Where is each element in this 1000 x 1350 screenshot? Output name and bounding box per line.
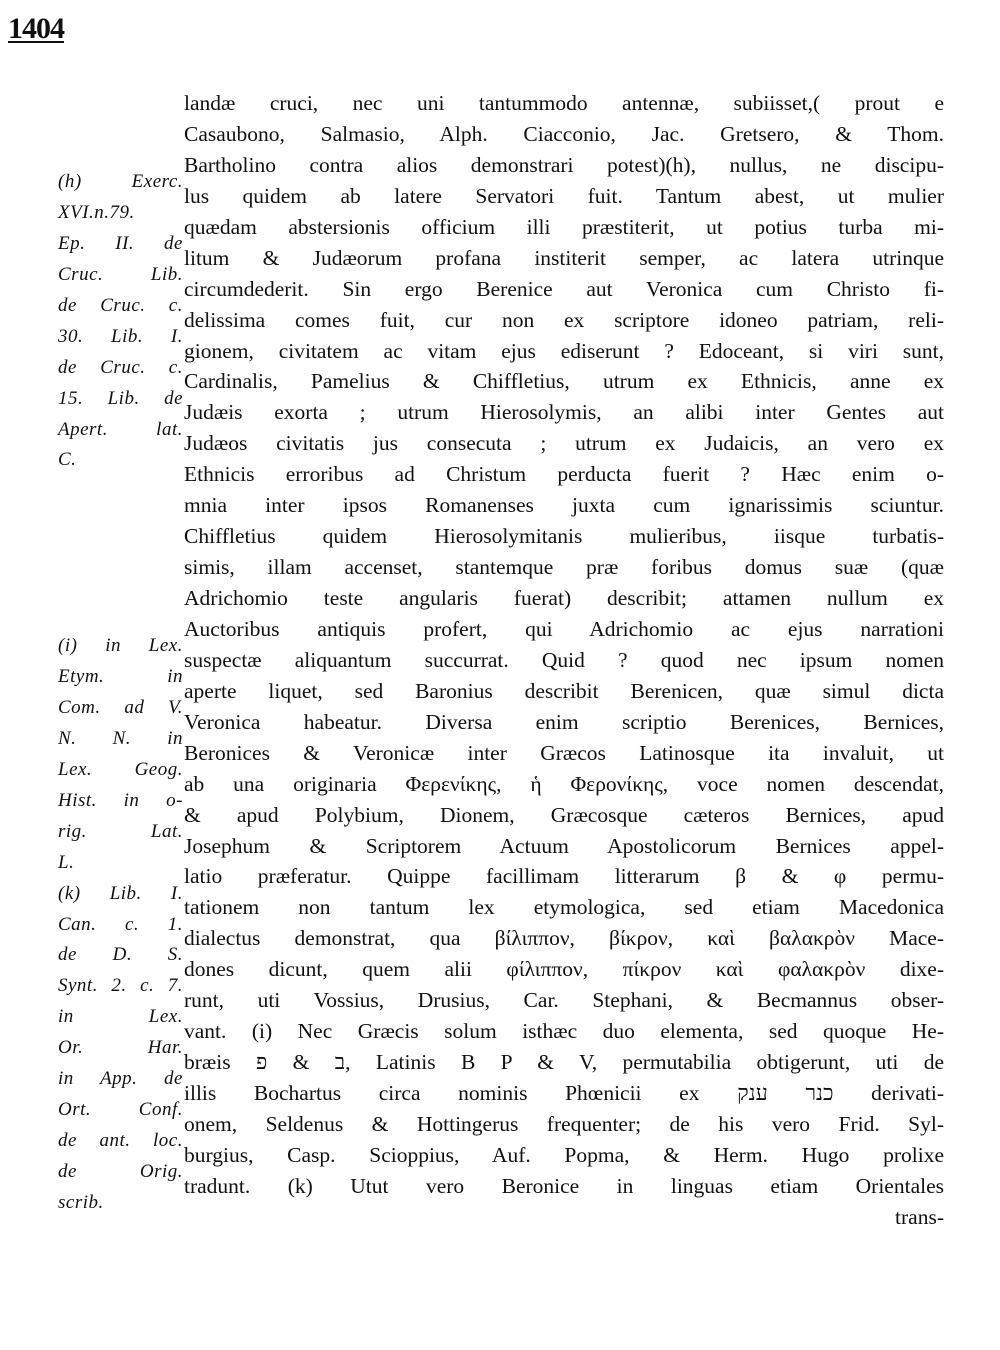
text-line: runt, uti Vossius, Drusius, Car. Stephani, & Becmannus obser- bbox=[184, 988, 944, 1013]
text-line: lus quidem ab latere Servatori fuit. Tantum abest, ut mulier bbox=[184, 183, 944, 208]
text-line: Auctoribus antiquis profert, qui Adrichomio ac ejus narrationi bbox=[184, 616, 944, 641]
text-line: Ethnicis erroribus ad Christum perducta fuerit ? Hæc enim o- bbox=[184, 462, 944, 487]
margin-note: (h) Exerc. bbox=[58, 171, 183, 192]
margin-note: de Orig. bbox=[58, 1161, 183, 1182]
margin-note: (k) Lib. I. bbox=[58, 882, 183, 904]
text-line: Judæis exorta ; utrum Hierosolymis, an alibi inter Gentes aut bbox=[184, 400, 944, 425]
margin-note: (i) in Lex. bbox=[58, 635, 183, 657]
margin-note: scrib. bbox=[58, 1191, 104, 1213]
margin-note: Synt. 2. c. 7. bbox=[58, 975, 183, 997]
text-line: Bartholino contra alios demonstrari potest)(h), nullus, ne discipu- bbox=[184, 152, 944, 177]
text-line: ab una originaria Φερενίκης, ἡ Φερονίκης, voce nomen descendat, bbox=[184, 771, 944, 796]
margin-note: 15. Lib. de bbox=[58, 387, 183, 409]
page-number: 1404 bbox=[8, 12, 64, 45]
margin-note: in App. de bbox=[58, 1068, 183, 1090]
text-line: gionem, civitatem ac vitam ejus ediserunt ? Edoceant, si viri sunt, bbox=[184, 338, 944, 363]
text-line: vant. (i) Nec Græcis solum isthæc duo elementa, sed quoque He- bbox=[184, 1019, 944, 1044]
margin-note: Ep. II. de bbox=[58, 232, 183, 254]
margin-note: de D. S. bbox=[58, 944, 183, 966]
margin-note: in Lex. bbox=[58, 1006, 183, 1028]
margin-note: Hist. in o- bbox=[58, 789, 183, 811]
text-line: aperte liquet, sed Baronius describit Berenicen, quæ simul dicta bbox=[184, 678, 944, 703]
margin-note: Can. c. 1. bbox=[58, 913, 183, 935]
text-line: litum & Judæorum profana institerit semper, ac latera utrinque bbox=[184, 245, 944, 270]
margin-notes bbox=[58, 167, 183, 1219]
margin-note: rig. Lat. bbox=[58, 820, 183, 842]
margin-note: 30. Lib. I. bbox=[58, 325, 183, 347]
margin-note: Com. ad V. bbox=[58, 696, 183, 718]
margin-note: L. bbox=[58, 851, 75, 873]
text-line: Cardinalis, Pamelius & Chiffletius, utrum ex Ethnicis, anne ex bbox=[184, 369, 944, 394]
margin-note: de Cruc. c. bbox=[58, 356, 183, 378]
text-line: illis Bochartus circa nominis Phœnicii ex כנר ענק derivati- bbox=[184, 1081, 945, 1105]
margin-note: Cruc. Lib. bbox=[58, 263, 183, 285]
margin-note: Etym. in bbox=[58, 666, 183, 687]
text-line: onem, Seldenus & Hottingerus frequenter; de his vero Frid. Syl- bbox=[184, 1111, 944, 1136]
text-line: tradunt. (k) Utut vero Beronice in linguas etiam Orientales bbox=[184, 1173, 944, 1198]
text-line: Adrichomio teste angularis fuerat) describit; attamen nullum ex bbox=[184, 586, 944, 610]
margin-note: de Cruc. c. bbox=[58, 294, 183, 316]
text-line: quædam abstersionis officium illi præstiterit, ut potius turba mi- bbox=[184, 214, 944, 239]
text-line: Josephum & Scriptorem Actuum Apostolicorum Bernices appel- bbox=[184, 833, 944, 858]
text-line: mnia inter ipsos Romanenses juxta cum ignarissimis sciuntur. bbox=[184, 493, 944, 518]
text-line: Veronica habeatur. Diversa enim scriptio Berenices, Bernices, bbox=[184, 709, 944, 734]
text-line: latio præferatur. Quippe facillimam litterarum β & φ permu- bbox=[184, 864, 944, 889]
text-line: burgius, Casp. Scioppius, Auf. Popma, & Herm. Hugo prolixe bbox=[184, 1142, 944, 1167]
text-line: tationem non tantum lex etymologica, sed etiam Macedonica bbox=[184, 895, 944, 920]
text-line: Judæos civitatis jus consecuta ; utrum ex Judaicis, an vero ex bbox=[184, 431, 944, 456]
margin-note: C. bbox=[58, 449, 77, 471]
text-line: dialectus demonstrat, qua βίλιππον, βίκρον, καὶ βαλακρὸν Mace- bbox=[184, 926, 944, 951]
main-text bbox=[184, 88, 944, 1233]
margin-note: Lex. Geog. bbox=[58, 758, 183, 780]
margin-note: Or. Har. bbox=[58, 1037, 183, 1059]
margin-note: Apert. lat. bbox=[58, 418, 183, 440]
margin-note: XVI.n.79. bbox=[58, 201, 135, 223]
text-line: circumdederit. Sin ergo Berenice aut Veronica cum Christo fi- bbox=[184, 276, 944, 301]
text-line: landæ cruci, nec uni tantummodo antennæ, subiisset,( prout e bbox=[184, 91, 944, 115]
margin-note: N. N. in bbox=[58, 727, 183, 749]
text-line: delissima comes fuit, cur non ex scriptore idoneo patriam, reli- bbox=[184, 307, 944, 332]
margin-note: Ort. Conf. bbox=[58, 1099, 183, 1121]
text-line: dones dicunt, quem alii φίλιππον, πίκρον καὶ φαλακρὸν dixe- bbox=[184, 957, 944, 982]
text-line: trans- bbox=[895, 1204, 944, 1229]
text-line: bræis ב & פ, Latinis B P & V, permutabilia obtigerunt, uti de bbox=[184, 1050, 944, 1075]
text-line: Beronices & Veronicæ inter Græcos Latinosque ita invaluit, ut bbox=[184, 740, 944, 765]
margin-note: de ant. loc. bbox=[58, 1130, 183, 1152]
text-line: Chiffletius quidem Hierosolymitanis mulieribus, iisque turbatis- bbox=[184, 524, 944, 549]
text-line: Casaubono, Salmasio, Alph. Ciacconio, Jac. Gretsero, & Thom. bbox=[184, 121, 944, 146]
text-line: & apud Polybium, Dionem, Græcosque cæteros Bernices, apud bbox=[184, 802, 944, 827]
text-line: simis, illam accenset, stantemque præ foribus domus suæ (quæ bbox=[184, 555, 944, 580]
text-line: suspectæ aliquantum succurrat. Quid ? quod nec ipsum nomen bbox=[184, 647, 944, 672]
